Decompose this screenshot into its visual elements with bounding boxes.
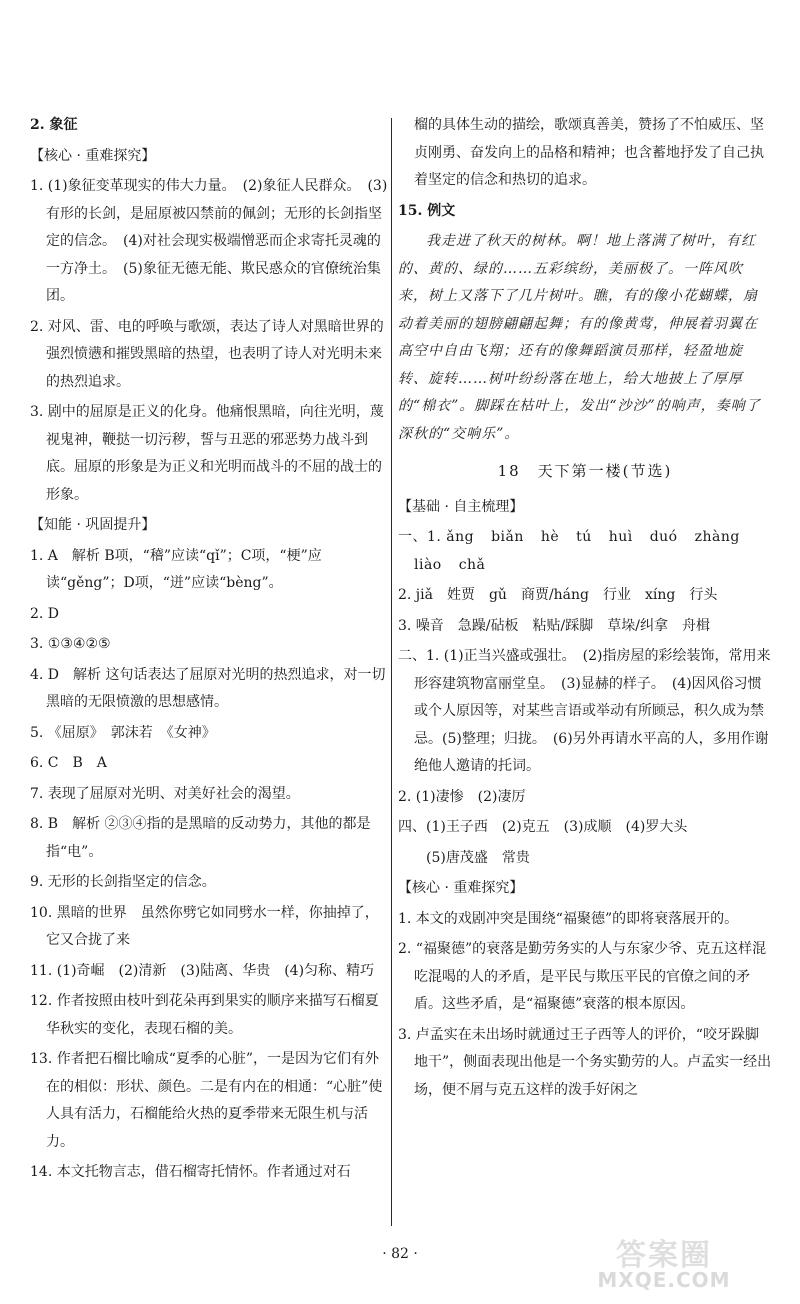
- pinyin-item: chǎ: [458, 556, 486, 573]
- pinyin-item: tú: [576, 529, 592, 545]
- skill-answer-1: 1. A 解析 B项，“稽”应读“qǐ”；C项，“梗”应读“gěng”；D项，“迸”应读“bèng”。: [30, 547, 322, 591]
- skill-answer-9: 9. 无形的长剑指坚定的信念。: [30, 874, 216, 890]
- pinyin-item: liào: [414, 556, 442, 573]
- core-answer-3: 3. 剧中的屈原是正义的化身。他痛恨黑暗，向往光明，蔑视鬼神，鞭挞一切污秽，誓与丑恶的邪恶势力战斗到底。屈原的形象是为正义和光明而战斗的不屈的战士的形象。: [30, 404, 384, 503]
- page-number: · 82 ·: [382, 1246, 418, 1262]
- core-answer-r3: 3. 卢孟实在未出场时就通过王子西等人的评价，“咬牙跺脚地干”，侧面表现出他是一个务实勤劳的人。卢孟实一经出场，便不屑与克五这样的泼手好闲之: [398, 1026, 772, 1098]
- skill-answer-12: 12. 作者按照由枝叶到花朵再到果实的顺序来描写石榴夏华秋实的变化，表现石榴的美。: [30, 993, 379, 1037]
- skill-answer-8: 8. B 解析 ②③④指的是黑暗的反动势力，其他的都是指“电”。: [30, 816, 371, 860]
- skill-answer-7: 7. 表现了屈原对光明、对美好社会的渴望。: [30, 785, 300, 802]
- answer-15-heading: 15. 例文: [398, 202, 456, 219]
- example-essay: 我走进了秋天的树林。啊！地上落满了树叶，有红的、黄的、绿的……五彩缤纷，美丽极了。一阵风吹来，树上又落下了几片树叶。瞧，有的像小花蝴蝶，扇动着美丽的翅膀翩翩起舞；有的像黄莺，伸展着羽翼在高空中自由飞翔；还有的像舞蹈演员那样，轻盈地旋转、旋转……树叶纷纷落在地上，给大地披上了厚厚的“棉衣”。脚踩在枯叶上，发出“沙沙”的响声，奏响了深秋的“交响乐”。: [398, 233, 761, 442]
- basic-answer-part2-2: 2. (1)凄惨 (2)凄厉: [398, 788, 526, 805]
- basic-answer-part4-cont: (5)唐茂盛 常贵: [426, 849, 530, 866]
- section-skill-heading: 【知能 · 巩固提升】: [30, 517, 156, 533]
- section-core-heading-right: 【核心 · 重难探究】: [398, 880, 524, 896]
- pinyin-answers: [398, 524, 772, 579]
- section-core-heading: 【核心 · 重难探究】: [30, 147, 156, 164]
- core-answer-r1: 1. 本文的戏剧冲突是围绕“福聚德”的即将衰落展开的。: [398, 910, 739, 927]
- watermark-url: MXQE.COM: [597, 1268, 731, 1292]
- skill-answer-4: 4. D 解析 这句话表达了屈原对光明的热烈追求，对一切黑暗的无限愤激的思想感情。: [30, 666, 386, 710]
- pinyin-item: duó: [649, 529, 678, 545]
- core-answer-r2: 2. “福聚德”的衰落是勤劳务实的人与东家少爷、克五这样混吃混喝的人的矛盾，是平民与欺压平民的官僚之间的矛盾。这些矛盾，是“福聚德”衰落的根本原因。: [398, 941, 767, 1012]
- core-answer-2: 2. 对风、雷、电的呼唤与歌颂，表达了诗人对黑暗世界的强烈愤懑和摧毁黑暗的热望，也表明了诗人对光明未来的热烈追求。: [30, 318, 384, 390]
- skill-answer-3: 3. ①③④②⑤: [30, 636, 111, 652]
- skill-answer-13: 13. 作者把石榴比喻成“夏季的心脏”，一是因为它们有外在的相似：形状、颜色。二是有内在的相通：“心脏”使人具有活力，石榴能给火热的夏季带来无限生机与活力。: [30, 1051, 383, 1150]
- lesson-title: 18 天下第一楼(节选): [497, 462, 673, 480]
- watermark-logo: [564, 1230, 764, 1292]
- column-divider: [391, 118, 392, 1226]
- pinyin-item: huì: [608, 529, 633, 545]
- pinyin-item: 一、1. ǎng: [398, 529, 475, 545]
- basic-answer-part4: 四、(1)王子西 (2)克五 (3)成顺 (4)罗大头: [398, 819, 688, 835]
- answer-14-continued: 榴的具体生动的描绘，歌颂真善美，赞扬了不怕威压、坚贞刚勇、奋发向上的品格和精神；也含蓄地抒发了自己执着坚定的信念和热切的追求。: [414, 117, 764, 188]
- pinyin-item: hè: [540, 529, 560, 545]
- question-2-heading: 2. 象征: [30, 117, 78, 133]
- skill-answer-2: 2. D: [30, 605, 60, 622]
- left-column: [30, 112, 388, 1190]
- section-basic-heading: 【基础 · 自主梳理】: [398, 498, 524, 515]
- core-answer-1: 1. (1)象征变革现实的伟大力量。 (2)象征人民群众。 (3)有形的长剑，是屈原被囚禁前的佩剑；无形的长剑指坚定的信念。 (4)对社会现实极端憎恶而企求寄托灵魂的一方净土。 (5)象征无德无能、欺民惑众的官僚统治集团。: [30, 178, 388, 304]
- basic-answer-3: 3. 噪音 急躁/砧板 粘贴/踩脚 草垛/纠拿 舟楫: [398, 617, 710, 634]
- skill-answer-10: 10. 黑暗的世界 虽然你劈它如同劈水一样，你抽掉了，它又合拢了来: [30, 904, 379, 948]
- pinyin-item: biǎn: [491, 529, 524, 545]
- skill-answer-14: 14. 本文托物言志，借石榴寄托情怀。作者通过对石: [30, 1164, 351, 1180]
- pinyin-item: zhàng: [694, 529, 740, 545]
- right-column: [398, 112, 772, 1107]
- skill-answer-11: 11. (1)奇崛 (2)清新 (3)陆离、华贵 (4)匀称、精巧: [30, 962, 375, 979]
- watermark-text: 答案圈: [616, 1238, 712, 1273]
- skill-answer-6: 6. C B A: [30, 755, 107, 771]
- basic-answer-part2: 二、1. (1)正当兴盛或强壮。 (2)指房屋的彩绘装饰，常用来形容建筑物富丽堂皇。 (3)显赫的样子。 (4)因风俗习惯或个人原因等，对某些言语或举动有所顾忌，积久成为禁忌。(5)整理；归拢。 (6)另外再请水平高的人，多用作谢绝他人邀请的托词。: [398, 648, 771, 774]
- basic-answer-2: 2. jiǎ 姓贾 gǔ 商贾/háng 行业 xíng 行头: [398, 587, 718, 603]
- skill-answer-5: 5. 《屈原》 郭沫若 《女神》: [30, 724, 216, 741]
